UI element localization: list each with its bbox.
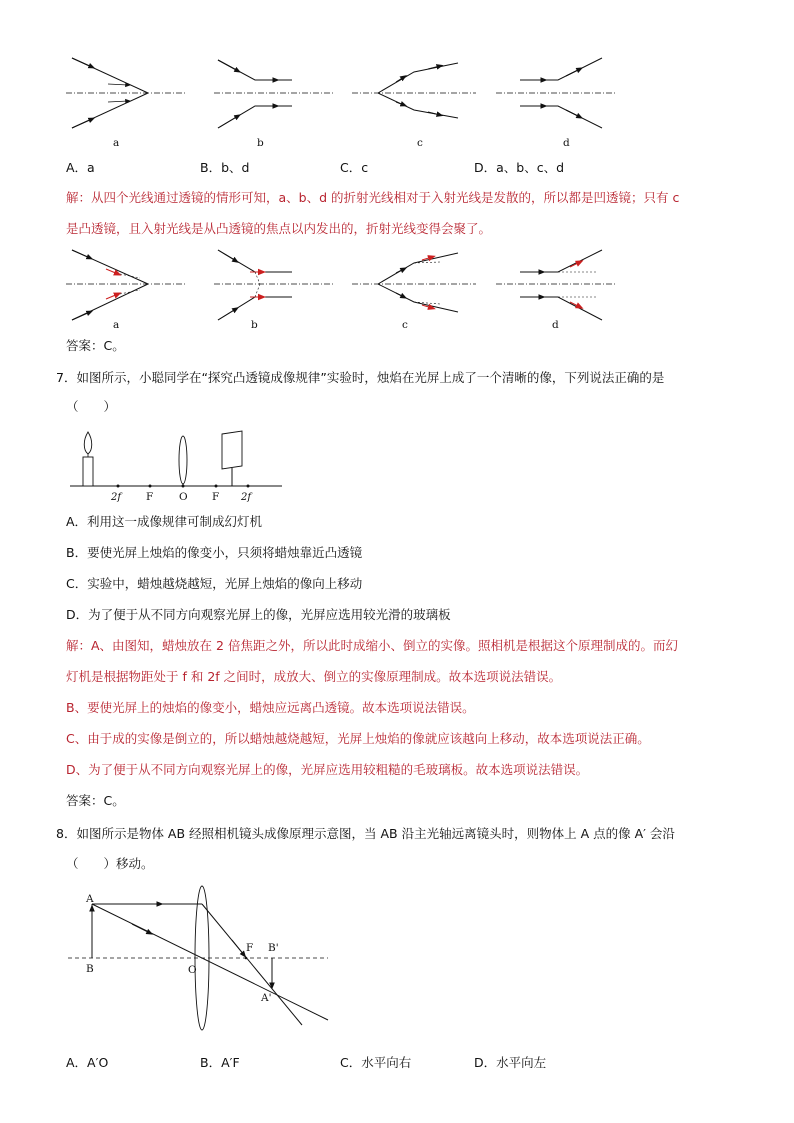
q7-solution-line-3: B、要使光屏上的烛焰的像变小，蜡烛应远离凸透镜。故本选项说法错误。 — [66, 700, 475, 715]
q7-stem-line-2: （ ） — [66, 399, 117, 414]
q6-fig-d — [496, 58, 616, 128]
q7-label-f-right: F — [212, 491, 220, 503]
q6-answer: 答案：C。 — [66, 338, 125, 353]
q6-fig-c — [352, 63, 476, 118]
q8-option-a[interactable]: A．A′O — [66, 1055, 109, 1070]
q6-option-b[interactable]: B．b、d — [200, 160, 250, 175]
q7-figure — [60, 420, 320, 510]
screen-icon — [222, 431, 242, 486]
q6-figure-solution — [0, 240, 794, 340]
q8-option-b[interactable]: B．A′F — [200, 1055, 240, 1070]
q6-sol-label-c: c — [402, 319, 408, 331]
q8-figure — [60, 880, 360, 1050]
candle-icon — [83, 432, 93, 486]
q6-sol-label-a: a — [113, 319, 120, 331]
q7-answer: 答案：C。 — [66, 793, 125, 808]
q8-option-c[interactable]: C．水平向右 — [340, 1055, 412, 1070]
q8-label-b: B — [86, 963, 94, 975]
q8-stem-line-2: （ ）移动。 — [66, 856, 154, 871]
q7-label-f-left: F — [146, 491, 154, 503]
q6-fig-label-a: a — [113, 137, 120, 149]
q8-label-f: F — [246, 942, 254, 954]
q6-sol-label-d: d — [552, 319, 559, 331]
q8-label-a-prime: A' — [261, 992, 272, 1004]
q8-label-b-prime: B' — [268, 942, 279, 954]
q7-label-2f-left: 2f — [111, 492, 122, 503]
q7-label-2f-right: 2f — [241, 492, 252, 503]
q6-option-c[interactable]: C．c — [340, 160, 369, 175]
q8-stem-line-1: 8．如图所示是物体 AB 经照相机镜头成像原理示意图，当 AB 沿主光轴远离镜头时，则物体上 A 点的像 A′ 会沿 — [56, 826, 675, 841]
q6-fig-label-c: c — [417, 137, 423, 149]
q7-solution-line-1: 解：A、由图知，蜡烛放在 2 倍焦距之外，所以此时成缩小、倒立的实像。照相机是根据这个原理制成的。而幻 — [66, 638, 678, 653]
q7-solution-line-4: C、由于成的实像是倒立的，所以蜡烛越烧越短，光屏上烛焰的像就应该越向上移动，故本选项说法正确。 — [66, 731, 650, 746]
q7-option-b[interactable]: B．要使光屏上烛焰的像变小，只须将蜡烛靠近凸透镜 — [66, 545, 363, 560]
q6-sol-fig-d — [496, 250, 616, 320]
q6-option-d[interactable]: D．a、b、c、d — [474, 160, 565, 175]
q6-fig-b — [214, 60, 334, 128]
q6-sol-fig-c — [352, 253, 476, 312]
q8-label-a: A — [86, 893, 94, 905]
convex-lens-icon — [179, 436, 187, 484]
q7-label-o: O — [179, 491, 188, 503]
q6-sol-fig-b — [214, 250, 334, 320]
q6-fig-label-d: d — [563, 137, 570, 149]
q6-fig-label-b: b — [257, 137, 264, 149]
q7-option-d[interactable]: D．为了便于从不同方向观察光屏上的像，光屏应选用较光滑的玻璃板 — [66, 607, 451, 622]
q7-option-a[interactable]: A．利用这一成像规律可制成幻灯机 — [66, 514, 263, 529]
q7-solution-line-2: 灯机是根据物距处于 f 和 2f 之间时，成放大、倒立的实像原理制成。故本选项说法错误。 — [66, 669, 562, 684]
q7-solution-line-5: D、为了便于从不同方向观察光屏上的像，光屏应选用较粗糙的毛玻璃板。故本选项说法错误。 — [66, 762, 589, 777]
q6-solution-line-2: 是凸透镜，且入射光线是从凸透镜的焦点以内发出的，折射光线变得会聚了。 — [66, 221, 492, 236]
q8-option-d[interactable]: D．水平向左 — [474, 1055, 547, 1070]
q6-option-a[interactable]: A．a — [66, 160, 95, 175]
q8-label-o: O — [188, 964, 197, 976]
q6-sol-label-b: b — [251, 319, 258, 331]
q6-solution-line-1: 解：从四个光线通过透镜的情形可知，a、b、d 的折射光线相对于入射光线是发散的，所以都是凹透镜；只有 c — [66, 190, 680, 205]
q7-option-c[interactable]: C．实验中，蜡烛越烧越短，光屏上烛焰的像向上移动 — [66, 576, 363, 591]
q6-figure-original — [0, 0, 794, 160]
q6-sol-fig-a — [66, 250, 186, 320]
q6-fig-a — [66, 58, 186, 128]
q7-stem-line-1: 7．如图所示，小聪同学在“探究凸透镜成像规律”实验时，烛焰在光屏上成了一个清晰的像，下列说法正确的是 — [56, 370, 665, 385]
